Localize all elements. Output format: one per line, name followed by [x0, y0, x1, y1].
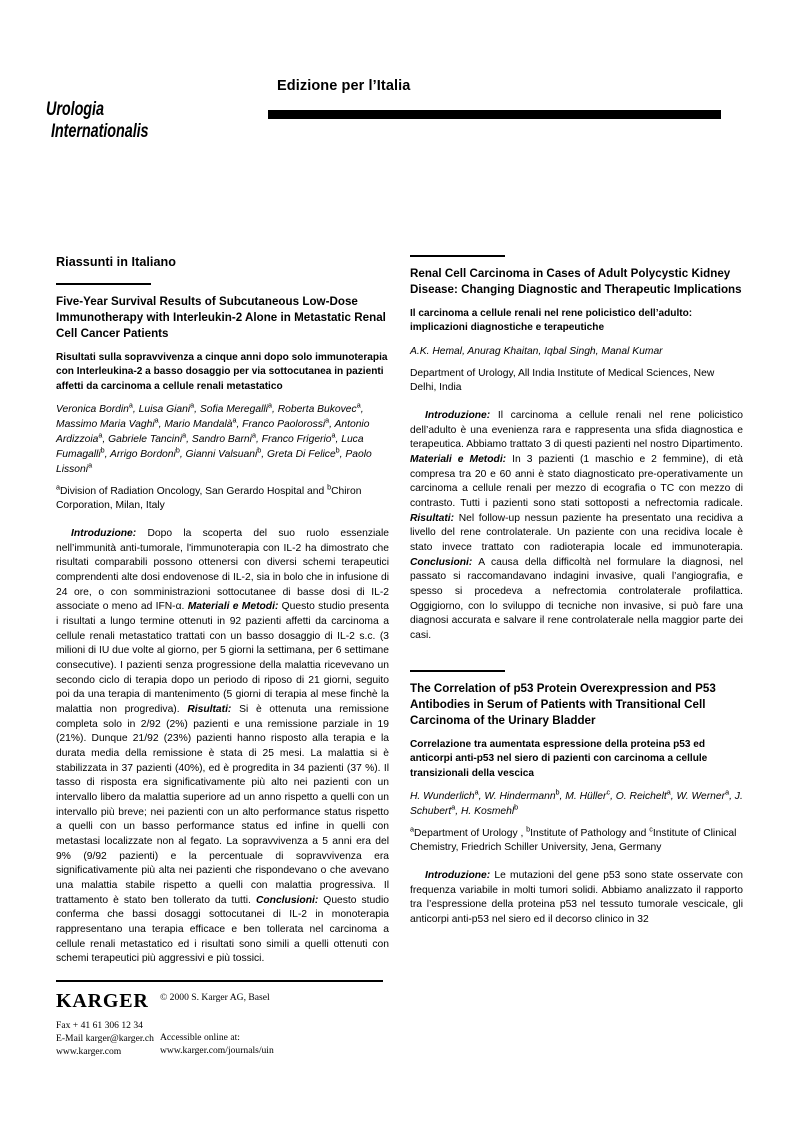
article-title-english: The Correlation of p53 Protein Overexpression and P53 Antibodies in Serum of Patients with Transitional Cell Carcinoma of the Urinary Bladder	[410, 681, 716, 727]
article-affiliation: $^a$Division of Radiation Oncology, San Gerardo Hospital and $^b$Chiron Corporation, Milan, Italy	[56, 482, 362, 512]
footer-rule	[56, 980, 383, 982]
masthead-rule	[268, 110, 721, 119]
left-column	[56, 255, 389, 967]
publisher-email[interactable]: E-Mail karger@karger.ch	[56, 1032, 154, 1044]
online-access-label: Accessible online at:	[160, 1032, 240, 1043]
article-affiliation: Department of Urology, All India Institute of Medical Sciences, New Delhi, India	[410, 367, 715, 394]
article-title-italian: Il carcinoma a cellule renali nel rene policistico dell’adulto: implicazioni diagnostiche e terapeutiche	[410, 308, 693, 334]
article-abstract-text: Introduzione: Le mutazioni del gene p53 sono state osservate con frequenza variabile in molti tumori solidi. Abbiamo analizzato il rapporto tra l’espressione della proteina p53 nel tessuto tumorale vescicale, gli anticorpi anti-p53 nel siero ed il decorso clinico in 32	[410, 869, 743, 925]
online-access-url[interactable]: www.karger.com/journals/uin	[160, 1044, 274, 1056]
article-affiliation: $^a$Department of Urology , $^b$Institute of Pathology and $^c$Institute of Clinical Chemistry, Friedrich Schiller University, Jena, Germany	[410, 824, 737, 854]
article-spacer	[410, 644, 743, 670]
article-abstract-text: Introduzione: Il carcinoma a cellule renali nel rene policistico dell’adulto è una evenienza rara e rappresenta una sfida diagnostica e terapeutica. Abbiamo trattato 3 di questi pazienti nel nostro Dipartimento. Materiali e Metodi: In 3 pazienti (1 maschio e 2 femmine), di età compresa tra 20 e 60 anni è stato diagnosticato pre-operativamente un carcinoma a cellule renali per mezzo di ecografia o TC con mezzo di contrasto. Tutti i pazienti sono stati sottoposti a nefrectomia radicale. Risultati: Nel follow-up nessun paziente ha presentato una recidiva a livello del rene controlaterale. Un paziente con una recidiva locale è stato invece trattato con radioterapia locale ed immunoterapia. Conclusioni: A causa della difficoltà nel formulare la diagnosi, nel passato si raccomandavano indagini invasive, quali l’angiografia, e spesso si procedeva a nefrectomia controlaterale profilattica. Oggigiorno, con lo sviluppo di tecniche non invasive, si può fare una diagnosi accurata e salvare il rene controlaterale nella maggior parte dei casi.	[410, 409, 744, 642]
article-authors: H. Wunderlich$^a$, W. Hindermann$^b$, M. Hüller$^c$, O. Reichelt$^a$, W. Werner$^a$, J. Schubert$^a$, H. Kosmehl$^b$	[410, 787, 743, 817]
article-title-english: Five-Year Survival Results of Subcutaneous Low-Dose Immunotherapy with Interleukin-2 Alone in Metastatic Renal Cell Cancer Patients	[56, 295, 386, 341]
article-title-italian: Correlazione tra aumentata espressione della proteina p53 ed anticorpi anti-p53 nel siero di pazienti con carcinoma a cellule transizionali della vescica	[410, 738, 708, 779]
publisher-contact	[56, 1020, 154, 1058]
article-abstract-text: Introduzione: Dopo la scoperta del suo ruolo essenziale nell’immunità anti-tumorale, l'immunoterapia con IL-2 ha dimostrato che risultati comparabili possono ottenersi con diversi schemi terapeutici comprendenti alte dosi endovenose di IL-2, sia in bolo che in infusione di 24 ore, o con somministrazioni sottocutanee di basse dosi di IL-2 associate o meno ad IFN-α. Materiali e Metodi: Questo studio presenta i risultati a lungo termine ottenuti in 92 pazienti affetti da carcinoma a cellule renali metastatico trattati con un basso dosaggio di IL-2 s.c. (3 milioni di IU due volte al giorno, per 5 giorni la settimana, per 6 settimane consecutive). I pazienti senza progressione della malattia ricevevano un secondo ciclo di terapia dopo un periodo di riposo di 21 giorni, seguito poi da una terapia di mantenimento (5 giorni di terapia al mese finchè la malattia non progrediva). Risultati: Si è ottenuta una remissione completa solo in 2/92 (2%) pazienti e una remissione parziale in 19 (21%). Dunque 21/92 (23%) pazienti hanno risposto alla terapia e la durata media della remissione è stata di 25 mesi. La malattia si è stabilizzata in 37 pazienti (40%), ed è progredita in 34 pazienti (37 %). Il tasso di risposta era significativamente più alto nei pazienti con un intervallo libero da malattia superiore ad un anno rispetto a quelli con un intervallo più breve; nei pazienti con un alto performance status rispetto a quelli con un basso performance status ed infine in quelli con metastasi localizzate non al fegato. La sopravvivenza a 5 anni era del 9% (9/92 pazienti) e la percentuale di sopravvivenza era significativamente più alta nei pazienti che rispondevano o che avevano una malattia stabile rispetto a quelli con malattia progressiva. Il trattamento è stato ben tollerato da tutti. Conclusioni: Questo studio conferma che bassi dosaggi sottocutanei di IL-2 in monoterapia rappresentano una terapia efficace e ben tollerata nel carcinoma a cellule renali metastatico ed i risultati sono simili a quelli ottenuti con schemi terapeutici più aggressivi e più tossici.	[56, 527, 389, 965]
publisher-fax: Fax + 41 61 306 12 34	[56, 1020, 143, 1031]
online-access	[160, 1032, 274, 1058]
article-abstract-3	[410, 670, 743, 928]
article-title-english: Renal Cell Carcinoma in Cases of Adult Polycystic Kidney Disease: Changing Diagnostic and Therapeutic Implications	[410, 267, 742, 297]
article-authors: A.K. Hemal, Anurag Khaitan, Iqbal Singh, Manal Kumar	[410, 345, 663, 357]
right-column	[410, 255, 743, 928]
article-rule	[56, 283, 151, 285]
article-abstract-1	[56, 283, 389, 967]
copyright-notice: © 2000 S. Karger AG, Basel	[160, 992, 270, 1003]
masthead	[0, 0, 793, 170]
publisher-website[interactable]: www.karger.com	[56, 1045, 122, 1057]
journal-logo-line2: Internationalis	[51, 119, 149, 142]
article-abstract-2	[410, 255, 743, 644]
article-authors: Veronica Bordin$^a$, Luisa Giani$^a$, Sofia Meregalli$^a$, Roberta Bukovec$^a$, Massimo Maria Vaghi$^a$, Mario Mandalà$^a$, Franco Paolorossi$^a$, Antonio Ardizzoia$^a$, Gabriele Tancini$^a$, Sandro Barni$^a$, Franco Frigerio$^a$, Luca Fumagalli$^b$, Arrigo Bordoni$^b$, Gianni Valsuani$^b$, Greta Di Felice$^b$, Paolo Lissoni$^a$	[56, 400, 372, 475]
article-rule	[410, 670, 505, 672]
article-title-italian: Risultati sulla sopravvivenza a cinque anni dopo solo immunoterapia con Interleukina-2 a basso dosaggio per via sottocutanea in pazienti affetti da carcinoma a cellule renali metastatico	[56, 352, 388, 392]
journal-logo	[46, 100, 246, 160]
section-heading: Riassunti in Italiano	[56, 255, 177, 269]
edition-title: Edizione per l’Italia	[277, 78, 411, 94]
article-rule	[410, 255, 505, 257]
karger-logo: KARGER	[56, 990, 149, 1012]
journal-logo-line1: Urologia	[46, 98, 104, 120]
